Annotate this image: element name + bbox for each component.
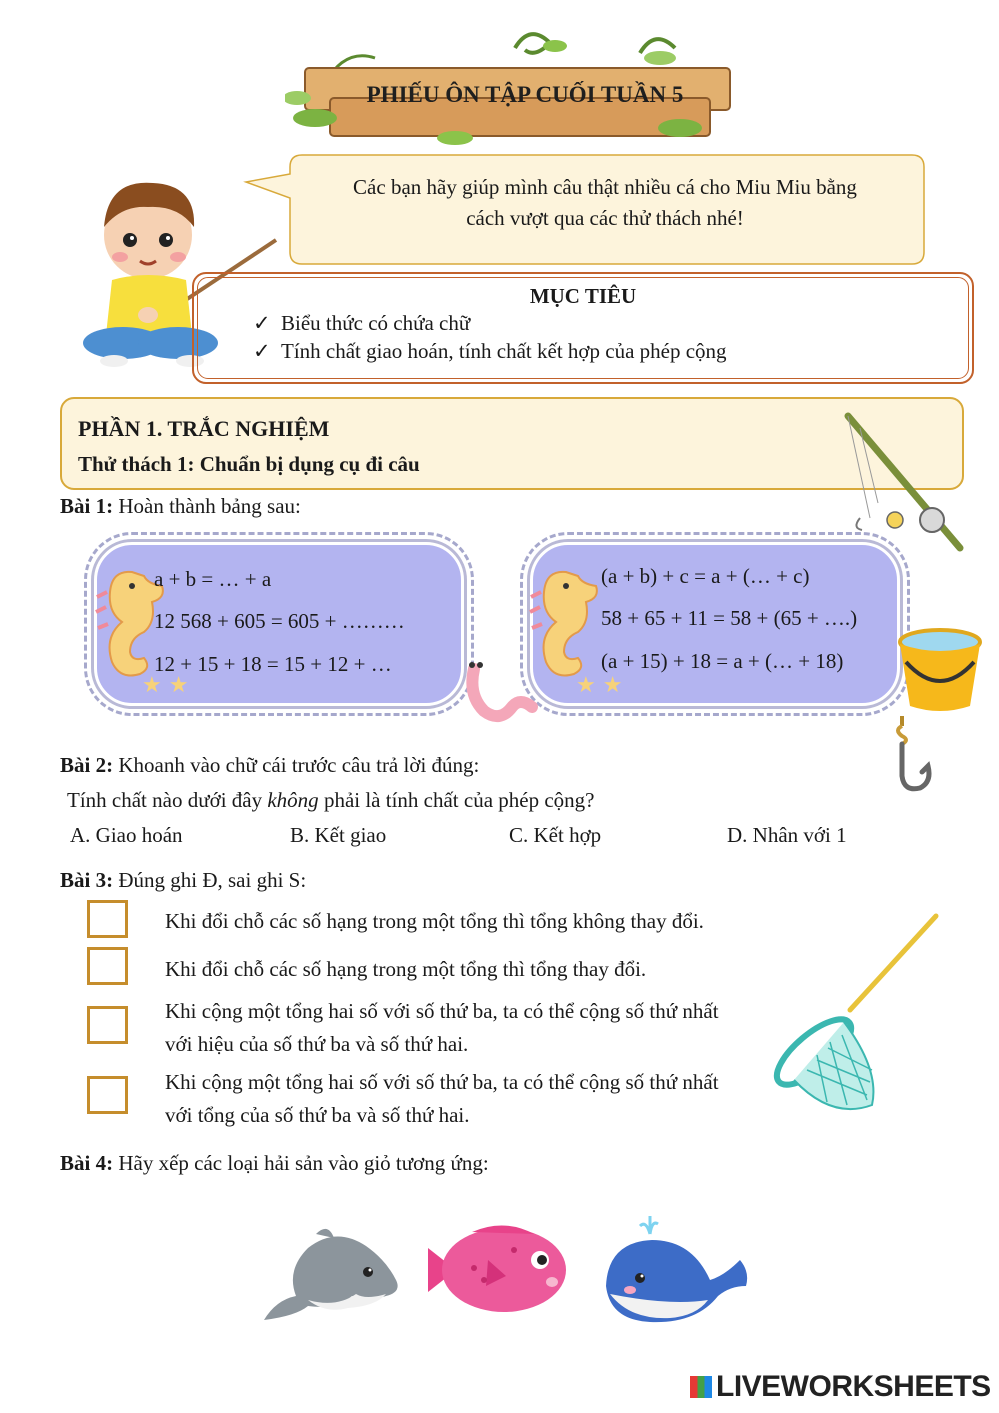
question-2: Bài 2: Khoanh vào chữ cái trước câu trả lời đúng:: [60, 753, 480, 777]
answer-box-1[interactable]: [87, 900, 128, 938]
question-1: Bài 1: Hoàn thành bảng sau:: [60, 494, 301, 518]
equation-right-3: (a + 15) + 18 = a + (… + 18): [601, 649, 844, 673]
bubble-line-2: cách vượt qua các thử thách nhé!: [466, 206, 744, 230]
equation-right-2: 58 + 65 + 11 = 58 + (65 + ….): [601, 606, 858, 630]
dolphin-icon[interactable]: [256, 1220, 406, 1328]
worm-icon: [460, 655, 540, 725]
objective-item: ✓ Tính chất giao hoán, tính chất kết hợp của phép cộng: [253, 339, 727, 363]
answer-box-3[interactable]: [87, 1006, 128, 1044]
section-title: PHẦN 1. TRẮC NGHIỆM: [78, 416, 330, 441]
check-icon: ✓: [253, 311, 271, 335]
bucket-icon: [896, 622, 984, 714]
equation-left-1: a + b = … + a: [154, 567, 272, 591]
statement-3: Khi cộng một tổng hai số với số thứ ba, ta có thể cộng số thứ nhất với hiệu của số thứ ba và số thứ hai.: [165, 999, 719, 1056]
option-d[interactable]: D. Nhân với 1: [727, 823, 847, 847]
equation-left-2: 12 568 + 605 = 605 + ………: [154, 609, 405, 633]
fishing-net-icon: [772, 910, 942, 1115]
question-4: Bài 4: Hãy xếp các loại hải sản vào giỏ tương ứng:: [60, 1151, 489, 1175]
objective-item: ✓ Biểu thức có chứa chữ: [253, 311, 471, 335]
whale-icon[interactable]: [600, 1216, 755, 1328]
equation-right-1: (a + b) + c = a + (… + c): [601, 564, 810, 588]
statement-4: Khi cộng một tổng hai số với số thứ ba, ta có thể cộng số thứ nhất với tổng của số thứ ba và số thứ hai.: [165, 1070, 719, 1127]
svg-text:★ ★: ★ ★: [576, 673, 623, 698]
logo-mark-icon: [690, 1376, 712, 1398]
answer-box-4[interactable]: [87, 1076, 128, 1114]
question-2-text: Tính chất nào dưới đây không phải là tính chất của phép cộng?: [67, 788, 595, 812]
pink-fish-icon[interactable]: [424, 1220, 574, 1320]
worksheet-title: PHIẾU ÔN TẬP CUỐI TUẦN 5: [366, 82, 684, 107]
svg-text:★ ★: ★ ★: [142, 673, 189, 698]
objectives-title: MỤC TIÊU: [529, 284, 637, 308]
challenge-title: Thử thách 1: Chuẩn bị dụng cụ đi câu: [78, 452, 420, 476]
statement-1: Khi đổi chỗ các số hạng trong một tổng thì tổng không thay đổi.: [165, 909, 704, 933]
answer-box-2[interactable]: [87, 947, 128, 985]
equation-left-3: 12 + 15 + 18 = 15 + 12 + …: [154, 652, 392, 676]
option-a[interactable]: A. Giao hoán: [70, 823, 183, 847]
question-3: Bài 3: Đúng ghi Đ, sai ghi S:: [60, 868, 307, 892]
option-b[interactable]: B. Kết giao: [290, 823, 387, 847]
bubble-line-1: Các bạn hãy giúp mình câu thật nhiều cá cho Miu Miu bằng: [353, 175, 857, 199]
statement-2: Khi đổi chỗ các số hạng trong một tổng thì tổng thay đổi.: [165, 957, 647, 981]
liveworksheets-logo: LIVEWORKSHEETS: [690, 1370, 991, 1404]
check-icon: ✓: [253, 339, 271, 363]
option-c[interactable]: C. Kết hợp: [509, 823, 602, 847]
hook-icon: [880, 712, 940, 797]
